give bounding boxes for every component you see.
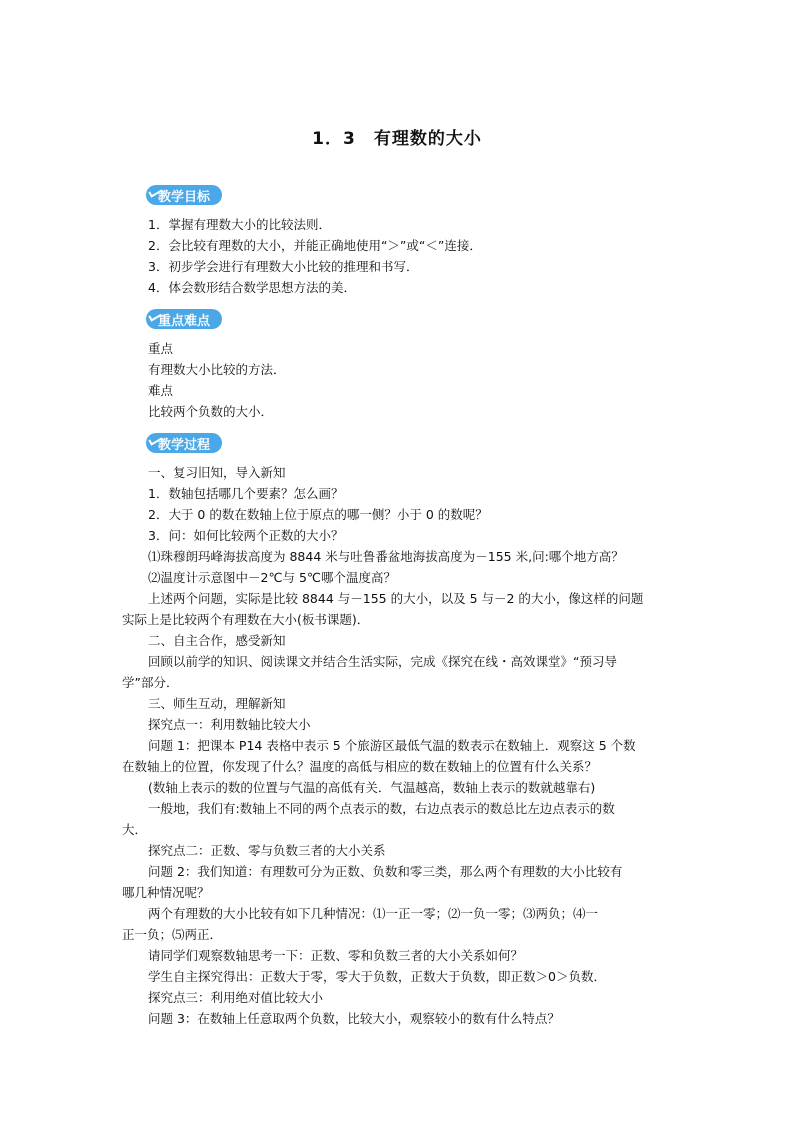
process-line: 一、复习旧知，导入新知: [148, 465, 286, 480]
process-line: 哪几种情况呢？: [122, 885, 210, 900]
goal-item: 2．会比较有理数的大小，并能正确地使用“＞”或“＜”连接．: [148, 238, 482, 253]
process-line: 问题 3：在数轴上任意取两个负数，比较大小，观察较小的数有什么特点？: [148, 1011, 560, 1026]
goal-item: 3．初步学会进行有理数大小比较的推理和书写．: [148, 259, 419, 274]
process-line: 请同学们观察数轴思考一下：正数、零和负数三者的大小关系如何？: [148, 948, 524, 963]
process-line: ⑴珠穆朗玛峰海拔高度为 8844 米与吐鲁番盆地海拔高度为－155 米,问:哪个地方高？: [148, 549, 624, 564]
process-line: 正一负；⑸两正．: [122, 927, 223, 942]
process-line: 在数轴上的位置，你发现了什么？温度的高低与相应的数在数轴上的位置有什么关系？: [122, 759, 598, 774]
process-line: 三、师生互动，理解新知: [148, 696, 286, 711]
process-line: 实际上是比较两个有理数在大小(板书课题)．: [122, 612, 370, 627]
process-line: ⑵温度计示意图中－2℃与 5℃哪个温度高？: [148, 570, 396, 585]
process-line: 探究点一：利用数轴比较大小: [148, 717, 311, 732]
section-badge-goals: [146, 185, 222, 205]
section-label: 教学过程: [158, 437, 211, 453]
process-line: 学”部分．: [122, 675, 179, 690]
goal-item: 4．体会数形结合数学思想方法的美．: [148, 280, 356, 295]
process-line: 探究点三：利用绝对值比较大小: [148, 990, 324, 1005]
process-line: 2．大于 0 的数在数轴上位于原点的哪一侧？小于 0 的数呢？: [148, 507, 488, 522]
section-label: 教学目标: [158, 189, 211, 205]
keypoint-line: 比较两个负数的大小．: [148, 404, 274, 419]
process-line: 两个有理数的大小比较有如下几种情况：⑴一正一零；⑵一负一零；⑶两负；⑷一: [148, 906, 599, 921]
section-label: 重点难点: [158, 313, 211, 329]
process-line: 1．数轴包括哪几个要素？怎么画？: [148, 486, 344, 501]
process-line: 探究点二：正数、零与负数三者的大小关系: [148, 843, 386, 858]
section-badge-keypoints: [146, 309, 222, 329]
process-line: 上述两个问题，实际是比较 8844 与－155 的大小，以及 5 与－2 的大小，像这样的问题: [148, 591, 644, 606]
process-line: 一般地，我们有:数轴上不同的两个点表示的数，右边点表示的数总比左边点表示的数: [148, 801, 615, 816]
process-line: (数轴上表示的数的位置与气温的高低有关．气温越高，数轴上表示的数就越靠右): [148, 780, 596, 795]
section-badge-process: [146, 433, 222, 453]
process-line: 学生自主探究得出：正数大于零，零大于负数，正数大于负数，即正数＞0＞负数．: [148, 969, 606, 984]
process-line: 回顾以前学的知识、阅读课文并结合生活实际，完成《探究在线・高效课堂》“预习导: [148, 654, 617, 669]
keypoint-line: 有理数大小比较的方法．: [148, 362, 286, 377]
goal-item: 1．掌握有理数大小的比较法则．: [148, 217, 331, 232]
process-line: 3．问：如何比较两个正数的大小？: [148, 528, 344, 543]
keypoint-line: 重点: [148, 341, 174, 356]
process-line: 大．: [122, 822, 148, 837]
keypoint-line: 难点: [148, 383, 174, 398]
process-line: 二、自主合作，感受新知: [148, 633, 286, 648]
process-line: 问题 2：我们知道：有理数可分为正数、负数和零三类，那么两个有理数的大小比较有: [148, 864, 623, 879]
process-line: 问题 1：把课本 P14 表格中表示 5 个旅游区最低气温的数表示在数轴上．观察这 5 个数: [148, 738, 636, 753]
page-title: 1．3 有理数的大小: [312, 129, 482, 149]
